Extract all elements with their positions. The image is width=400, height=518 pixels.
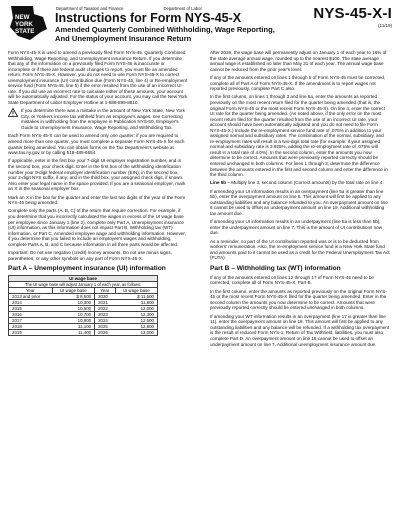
paragraph-important: Important: Do not use negative (credit) money amounts. Do not use minus signs, parentheses, or any other symbols on any part of Form NYS-45-X. xyxy=(8,250,172,261)
paragraph-wt-overpayment: If amending your WT information results in an overpayment (line 17 is greater than line 11), enter the overpayment amount on line 18. This amount will first be applied to any outstanding liabilities and any balance will be refunded. If a withholding tax overpayment is the result of reduced Form NYS-1, Return of Tax Withheld, liabilities, you must also complete Part D. An overpayment amount on line 18 cannot be used to offset an underpayment amount on line 7, Additional unemployment insurance amount due. xyxy=(210,313,390,347)
paragraph-amend-quarter: Each Form NYS-45-X can be used to amend only one quarter; if you are required to amend more than one quarter, you must complete a separate Form NYS-45-X for each quarter being amended. You can obtain forms on the Tax Department's website at www.tax.ny.gov or by calling 518-485-6654. xyxy=(8,133,185,156)
wage-base-cell: 10,700 xyxy=(52,312,94,318)
table-row xyxy=(9,330,158,336)
year-cell: 2019 xyxy=(9,330,53,336)
subtitle-line-2: And Unemployment Insurance Return xyxy=(55,33,192,43)
paragraph-underpayment: If amending your UI information results in an underpayment (line 5a is less than 5b), enter the underpayment amount on line 7. This is the amount of UI contributions now due. xyxy=(210,219,383,236)
page-title: Instructions for Form NYS-45-X xyxy=(55,11,242,25)
warning-block xyxy=(8,108,188,130)
logo-line-2: YORK xyxy=(15,21,33,28)
year-cell: 2017 xyxy=(9,318,53,324)
year-cell: 2013 and prior xyxy=(9,294,53,300)
paragraph-line-5b xyxy=(210,180,390,186)
year-cell: 2024 xyxy=(95,318,115,324)
section-a-heading: Part A – Unemployment insurance (UI) information xyxy=(8,265,166,273)
col-year-2: Year xyxy=(95,288,115,294)
logo-line-1: NEW xyxy=(15,14,30,21)
year-cell: 2020 xyxy=(95,294,115,300)
line-5b-label: Line 5b – xyxy=(210,180,230,186)
year-cell: 2023 xyxy=(95,312,115,318)
paragraph-first-column: In the first column, on lines 1 through 3 and line 5a, enter the amounts as reported previously on the most recent return filed for the quarter being amended (that is, the original Form NYS-45 or the most recent Form NYS-45-X). On line 4, enter the correct UI rate for the quarter being amended. (As noted above, if the only error on the most recent return filed for the quarter resulted from the use of an incorrect UI rate, your account should have been automatically adjusted and you do not need to file Form NYS-45-X.) Include the re-employment service fund rate of .075% in addition to your assigned normal and subsidiary rates. The combination of the normal, subsidiary, and re-employment rates will result in a two-digit total rate (for example: if your assigned normal and subsidiary rate is 3.925%, adding the re-employment rate of .075% will result in a total rate of 4.0%). In the second column, enter the amounts you now determine to be correct. Amounts that were previously reported correctly should be entered unchanged in both columns. For lines 1 through 3, determine the difference between the amounts entered in the first and second column and enter the difference in the third column. xyxy=(210,94,388,178)
right-column xyxy=(210,50,390,350)
year-cell: 2025 xyxy=(95,324,115,330)
wage-base-cell: 12,500 xyxy=(115,318,158,324)
paragraph-complete-parts: Complete only the parts (A, B, C) of the return that require correction. For example, if you determine that you incorrectly calculated the wages in excess of the UI wage base per employee since January 1 (line 2), complete only Part A, Unemployment insurance (UI) information, as this information does not impact Part B, Withholding tax (WT) information, or Part C, Amended employee wage and withholding information. However, if you determine that you failed to include an employee's wages and withholding, complete Parts A, B, and C because information in all three parts would be affected. xyxy=(8,208,186,247)
document-header xyxy=(8,5,392,45)
warning-text: If you determine there was a mistake in the amount of New York State, New York City, or Yonkers income tax withheld from an employee's wages, see Correcting mistakes in withholding from the employee in Publication NYS-50, Employer's Guide to Unemployment Insurance, Wage Reporting, and Withholding Tax. xyxy=(21,108,185,130)
wage-base-cell: $ 8,500 xyxy=(52,294,94,300)
table-body xyxy=(9,294,158,336)
ui-wage-base-table xyxy=(8,275,158,336)
new-york-state-logo xyxy=(8,5,48,41)
paragraph-part-b-columns: In the first column, enter the amounts as reported previously on the original Form NYS-45 or the most recent Form NYS-45-X filed for the quarter being amended. Enter in the second column the amounts you now determine to be correct. Amounts that were previously reported correctly should be entered unchanged in both columns. xyxy=(210,288,387,311)
paragraph-quarter-box: Mark an X in the box for the quarter and enter the last two digits of the year of the Form NYS-45 being amended. xyxy=(8,194,186,206)
wage-base-cell: $ 11,600 xyxy=(115,294,158,300)
warning-icon xyxy=(8,108,18,117)
subtitle-line-1: Amended Quarterly Combined Withholding, Wage Reporting, xyxy=(55,25,275,34)
dept-labor: Department of Labor xyxy=(163,6,202,11)
wage-base-cell: 10,300 xyxy=(52,300,94,306)
form-id: NYS-45-X-I xyxy=(313,5,392,22)
dept-taxation: Department of Taxation and Finance xyxy=(56,6,124,11)
col-base-2: UI wage base xyxy=(115,288,158,294)
year-cell: 2016 xyxy=(9,312,53,318)
year-cell: 2018 xyxy=(9,324,53,330)
table-note: The UI wage base will adjust January 1 of each year, as follows: xyxy=(9,282,158,288)
paragraph-part-b-lines: If any of the amounts entered on lines 12 through 17 of Form NYS-45 need to be corrected, complete all of Form NYS-45-X, Part B. xyxy=(210,274,374,286)
wage-base-cell: 12,300 xyxy=(115,312,158,318)
page-subtitle xyxy=(55,26,275,43)
wage-base-cell: 11,100 xyxy=(52,324,94,330)
year-cell: 2022 xyxy=(95,306,115,312)
paragraph-after-2026: After 2026, the wage base will permanently adjust on January 1 of each year to 16% of the state average annual wage, rounded up to the nearest $100. The state average annual wage is established no later than May 31 of each year. The annual wage base cannot be reduced from the prior year's level. xyxy=(210,50,387,72)
wage-base-cell: 11,400 xyxy=(52,330,94,336)
paragraph-overpayment: If amending your UI information results in an overpayment (line 5a is greater than line 5b), enter the overpayment amount on line 6. This amount will first be applied to any outstanding liabilities and any balance refunded to you. An overpayment amount on line 6 cannot be used to offset an underpayment amount on line 19, Additional withholding tax amount due. xyxy=(210,188,388,216)
left-column xyxy=(8,50,188,336)
paragraph-part-a-lines: If any of the amounts entered on lines 1 through 5 of Form NYS-45 must be corrected, complete all of Part A of Form NYS-45-X. If the amendment is to report wages not reported previously, complete Part C also. xyxy=(210,74,386,92)
intro-paragraph: Form NYS-45-X is used to amend a previously filed Form NYS-45, Quarterly Combined Withholding, Wage Reporting, and Unemployment Insurance Return. If you determine that any of the information on a previously filed Form NYS-45 is inaccurate or incomplete or if there are federal audit changes to report, you must file an amended return, Form NYS-45-X. However, you do not need to use Form NYS-45-X to correct unemployment insurance (UI) contribution due (Form NYS-45, line 4) or Re-employment service fund (Form NYS-45, line 5) if the error resulted from the use of an incorrect UI rate. If you did use an incorrect rate to calculate either of these amounts, your account will be automatically adjusted. For the status of your account, you may call the New York State Department of Labor Employer Hotline at 1-888-899-8810. xyxy=(8,50,188,105)
wage-base-cell: 13,000 xyxy=(115,330,158,336)
paragraph-reminder: As a reminder, no part of the UI contribution reported was or is to be deducted from workers' remuneration. Also, the re-employment service fund is a New York State fund and amounts paid to it cannot be used as a credit for the Federal Unemployment Tax Act (FUTA). xyxy=(210,238,390,261)
paragraph-identification: If applicable, enter in the first box your 7-digit UI employer registration number, and in the second box, your check digit. Enter in the first box of the withholding identification number your 9-digit federal employer identification number (EIN); in the second box, your 2-digit NYS suffix, if any; and in the third box, your assigned check digit, if known. Also enter your legal name in the space provided. If you are a seasonal employer, mark an X in the seasonal employer box. xyxy=(8,158,186,192)
table-header-row xyxy=(9,288,158,294)
year-cell: 2014 xyxy=(9,300,53,306)
section-b-heading: Part B – Withholding tax (WT) information xyxy=(210,264,341,272)
line-5b-text: Multiply line 3, second column (Correct amounts) by the total rate on line 4. xyxy=(229,180,384,186)
wage-base-cell: 10,900 xyxy=(52,318,94,324)
wage-base-cell: 11,800 xyxy=(115,300,158,306)
wage-base-cell: 10,500 xyxy=(52,306,94,312)
col-year-1: Year xyxy=(9,288,53,294)
wage-base-cell: 12,800 xyxy=(115,324,158,330)
logo-line-3: STATE xyxy=(15,28,35,35)
wage-base-cell: 12,000 xyxy=(115,306,158,312)
year-cell: 2021 xyxy=(95,300,115,306)
year-cell: 2026 xyxy=(95,330,115,336)
table-title: UI wage base xyxy=(9,276,158,282)
col-base-1: UI wage base xyxy=(52,288,94,294)
year-cell: 2015 xyxy=(9,306,53,312)
revision-date: (11/19) xyxy=(378,23,392,28)
